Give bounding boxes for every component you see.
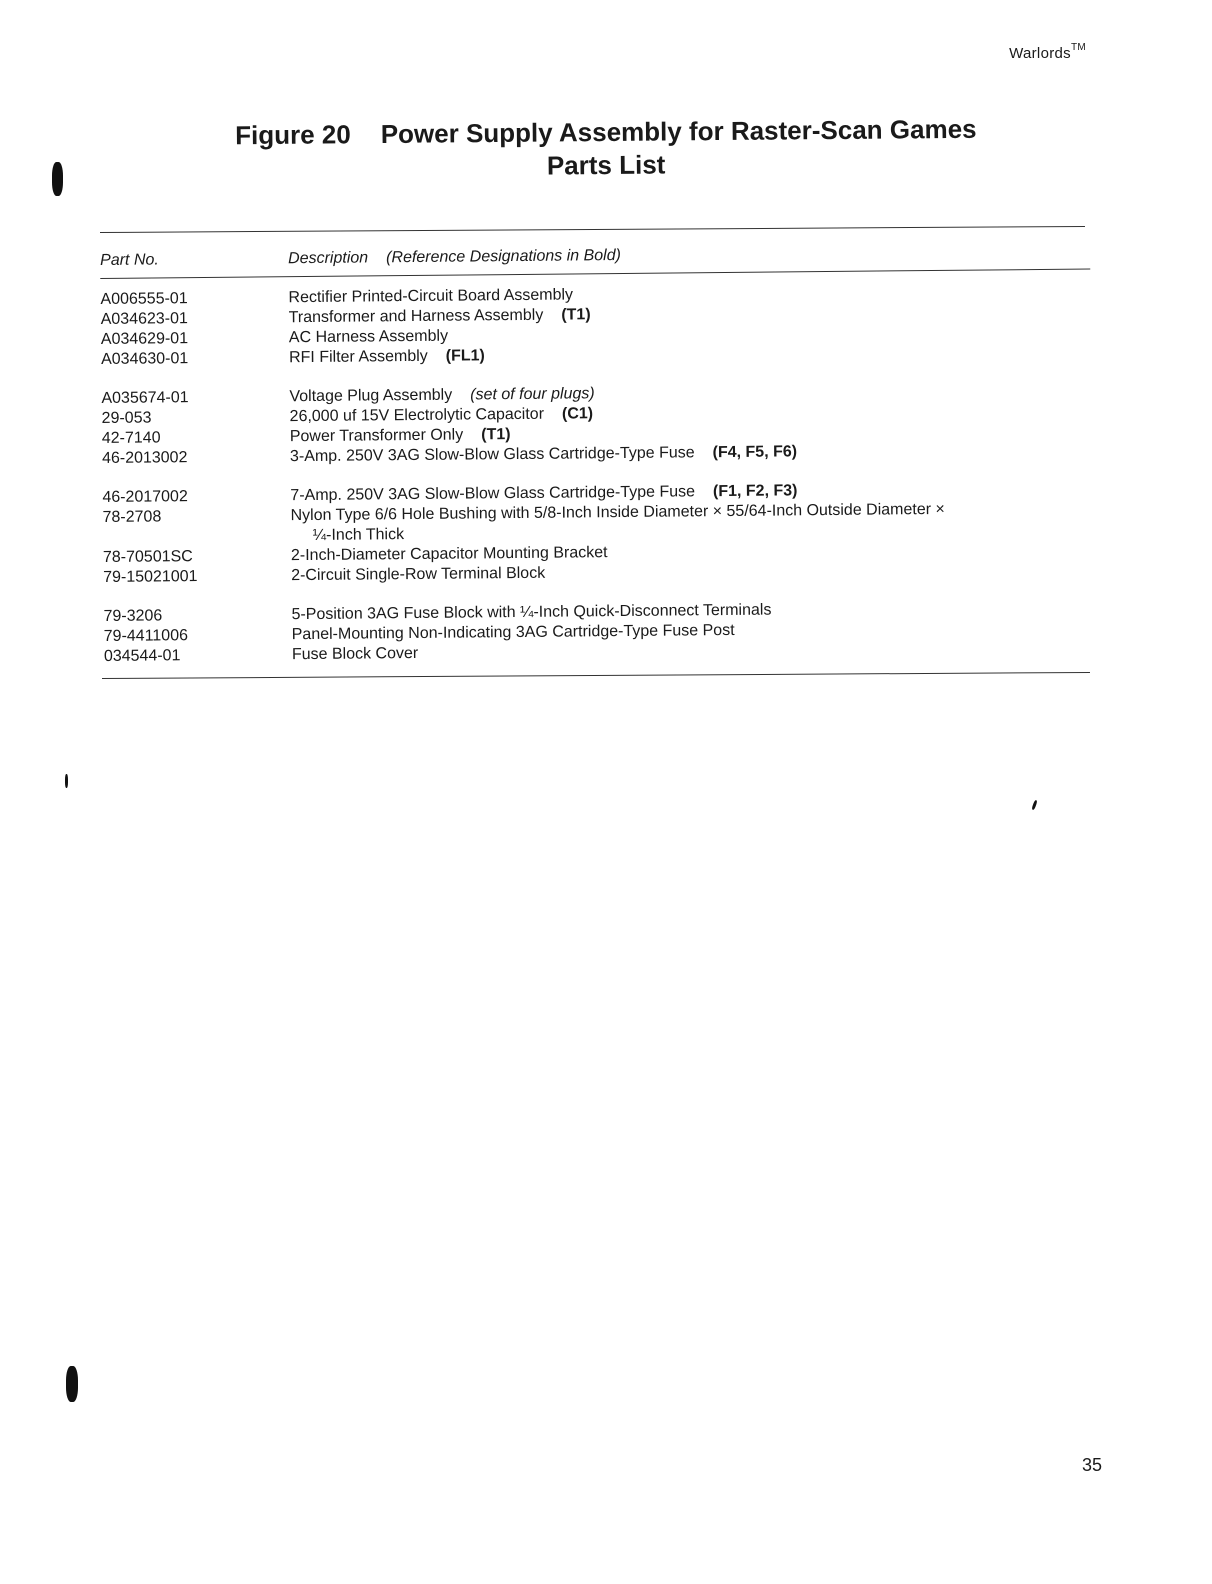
part-description: Voltage Plug Assembly	[289, 386, 453, 406]
description-header: Description	[288, 249, 369, 268]
parts-group	[101, 379, 1092, 468]
part-no-header: Part No.	[100, 251, 159, 269]
part-description: 3-Amp. 250V 3AG Slow-Blow Glass Cartridge-Type Fuse	[289, 444, 695, 466]
part-description: 7-Amp. 250V 3AG Slow-Blow Glass Cartridge-Type Fuse	[290, 483, 696, 505]
figure-title: Power Supply Assembly for Raster-Scan Games	[380, 113, 977, 149]
parts-list-table	[100, 238, 1094, 666]
reference-designation: (T1)	[481, 426, 511, 444]
figure-subtitle: Parts List	[546, 149, 666, 181]
part-number: A035674-01	[101, 389, 189, 407]
reference-designation: (F1, F2, F3)	[712, 482, 798, 501]
part-number: 42-7140	[101, 429, 161, 447]
part-description: Panel-Mounting Non-Indicating 3AG Cartridge-Type Fuse Post	[291, 621, 735, 644]
reference-designation: (T1)	[561, 306, 591, 324]
part-description: Power Transformer Only	[289, 426, 464, 446]
part-number: 034544-01	[103, 647, 181, 665]
top-rule	[100, 226, 1085, 233]
page-title	[0, 111, 1212, 188]
part-number: 79-4411006	[103, 627, 189, 645]
part-description: Rectifier Printed-Circuit Board Assembly	[288, 286, 574, 307]
part-description: 2-Inch-Diameter Capacitor Mounting Bracket	[290, 544, 608, 565]
binder-hole-mark	[52, 162, 63, 196]
running-header	[1009, 42, 1086, 62]
part-number: A006555-01	[100, 290, 188, 308]
part-number: 46-2013002	[101, 449, 188, 467]
part-number: 79-3206	[103, 607, 163, 625]
bottom-rule	[102, 672, 1090, 679]
column-header-row	[100, 238, 1090, 274]
parts-group	[102, 478, 1093, 587]
part-number: 29-053	[101, 409, 152, 427]
trademark-mark: TM	[1070, 42, 1086, 53]
part-description: Fuse Block Cover	[291, 644, 419, 664]
brand-name: Warlords	[1009, 45, 1071, 62]
description-continuation: ¼-Inch Thick	[312, 526, 405, 544]
binder-hole-mark	[66, 1366, 78, 1402]
part-description: 5-Position 3AG Fuse Block with ¼-Inch Quick-Disconnect Terminals	[291, 601, 772, 624]
part-description: 26,000 uf 15V Electrolytic Capacitor	[289, 405, 545, 426]
scan-speck	[1031, 800, 1037, 810]
page-number: 35	[1081, 1455, 1102, 1475]
part-description: RFI Filter Assembly	[288, 347, 428, 367]
part-number: 78-2708	[102, 508, 162, 526]
parts-group	[100, 280, 1091, 369]
part-number: 79-15021001	[103, 568, 198, 586]
reference-designation: (C1)	[561, 405, 594, 423]
part-number: 46-2017002	[102, 488, 188, 506]
scan-speck	[65, 774, 68, 788]
part-number: A034629-01	[100, 330, 189, 348]
part-description: Transformer and Harness Assembly	[288, 306, 544, 327]
part-number: A034623-01	[100, 310, 188, 328]
reference-note-header: (Reference Designations in Bold)	[386, 247, 622, 267]
part-description: Nylon Type 6/6 Hole Bushing with 5/8-Inch Inside Diameter × 55/64-Inch Outside Diameter ×	[290, 500, 945, 525]
parts-groups	[100, 280, 1094, 666]
reference-designation: (F4, F5, F6)	[712, 443, 798, 462]
part-number: 78-70501SC	[102, 548, 193, 566]
part-number: A034630-01	[100, 350, 189, 368]
part-note: (set of four plugs)	[470, 385, 595, 404]
parts-group	[103, 597, 1094, 667]
reference-designation: (FL1)	[445, 347, 485, 365]
part-description: AC Harness Assembly	[288, 327, 449, 347]
part-description: 2-Circuit Single-Row Terminal Block	[291, 564, 546, 585]
figure-number: Figure 20	[235, 119, 351, 151]
